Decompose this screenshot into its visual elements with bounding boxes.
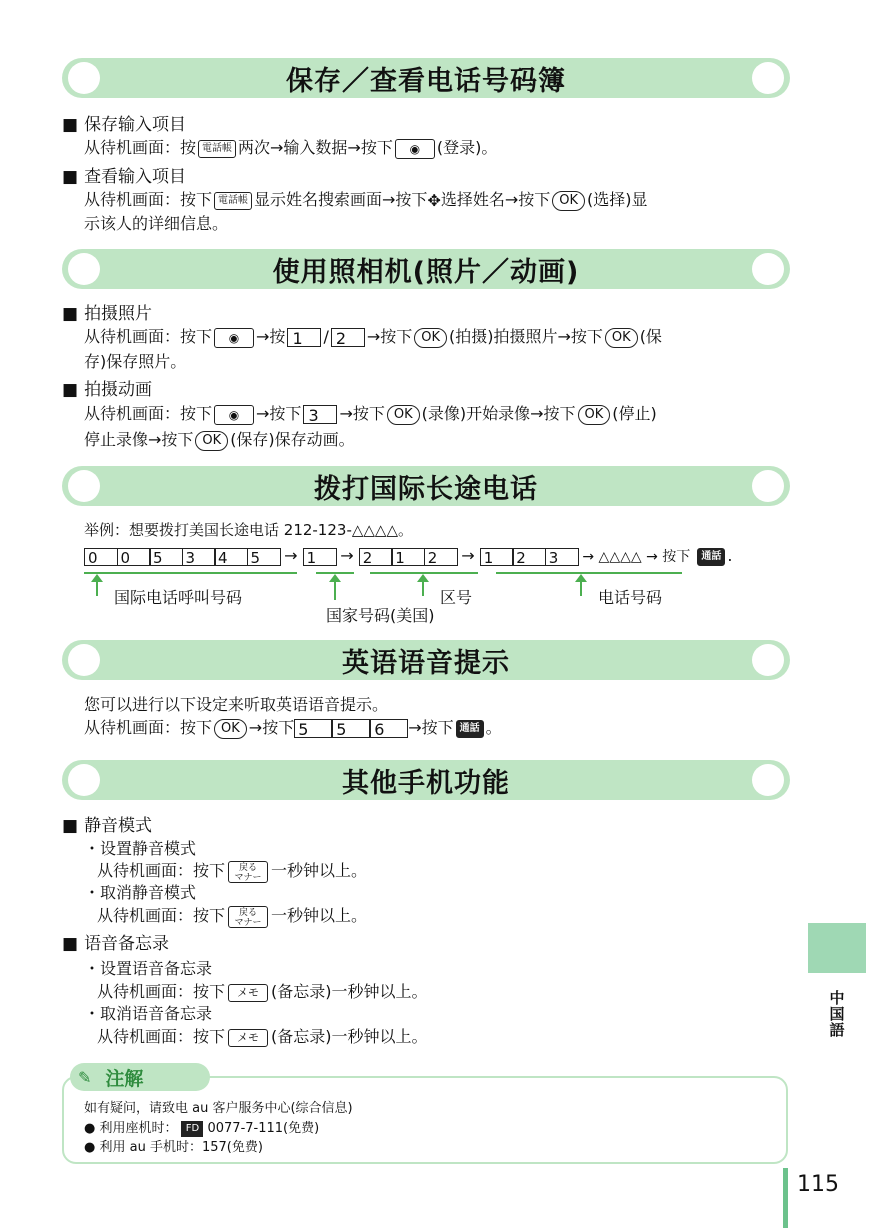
subheading-voice-memo: ■ 语音备忘录 <box>62 933 169 955</box>
ok-key: OK <box>605 328 638 348</box>
digit: 4 <box>214 548 248 566</box>
note-tab <box>70 1063 210 1091</box>
decor-circle-right <box>752 253 784 285</box>
ok-key: OK <box>214 719 247 739</box>
note-line-2: ● 利用座机时： FD 0077-7-111(免费) <box>84 1121 320 1136</box>
side-language-label: 中国語 <box>829 989 845 1039</box>
section-title: 拨打国际长途电话 <box>314 473 538 505</box>
digit: 2 <box>359 548 393 566</box>
underline-phone <box>496 572 682 574</box>
digit: 1 <box>391 548 425 566</box>
label-country-code: 国家号码(美国) <box>326 606 435 625</box>
instruction-photo: 从待机画面：按下 ◉ →按 1 / 2 →按下 OK (拍摄)拍摄照片→按下 OK (保 <box>84 327 662 348</box>
key-3: 3 <box>303 405 337 424</box>
ok-key: OK <box>414 328 447 348</box>
arrow-up-icon <box>580 580 582 596</box>
call-key: 通話 <box>697 548 725 566</box>
period: . <box>727 546 733 565</box>
back-manner-key: 戻る マナー <box>228 861 268 883</box>
dial-tail: → △△△△ → 按下 <box>582 549 691 565</box>
arrow-up-icon <box>422 580 424 596</box>
arrow-up-icon <box>334 580 336 600</box>
label-area-code: 区号 <box>440 588 473 607</box>
key-2: 2 <box>331 328 365 347</box>
key-5: 5 <box>332 719 370 738</box>
digit: 2 <box>424 548 458 566</box>
section-title: 保存／查看电话号码簿 <box>286 65 566 97</box>
english-instruction: 从待机画面：按下 OK →按下 5 5 6 →按下 通話 。 <box>84 718 502 739</box>
instruction-view: 从待机画面：按下 電話帳 显示姓名搜索画面→按下✥选择姓名→按下 OK (选择)显 <box>84 188 648 213</box>
underline-intl <box>84 572 297 574</box>
camera-key-icon: ◉ <box>214 405 254 425</box>
note-icon: ✎ <box>78 1067 92 1087</box>
instruction-view-cont: 示该人的详细信息。 <box>84 214 229 233</box>
section-header-english-guide <box>62 640 790 680</box>
decor-circle-left <box>68 764 100 796</box>
section-title: 使用照相机(照片／动画) <box>272 256 580 288</box>
freedial-logo-icon: FD <box>181 1121 203 1137</box>
page-number: 115 <box>797 1172 839 1197</box>
digit: 3 <box>182 548 216 566</box>
section-header-other-functions <box>62 760 790 800</box>
digit: 0 <box>84 548 118 566</box>
call-key: 通話 <box>456 720 484 738</box>
page-bar <box>783 1168 788 1228</box>
phonebook-key: 電話帳 <box>198 140 236 158</box>
decor-circle-left <box>68 644 100 676</box>
digit: 3 <box>545 548 579 566</box>
subheading-view-entry: ■ 查看输入项目 <box>62 166 186 188</box>
english-intro: 您可以进行以下设定来听取英语语音提示。 <box>84 695 389 714</box>
decor-circle-right <box>752 470 784 502</box>
key-6: 6 <box>370 719 408 738</box>
section-header-phonebook <box>62 58 790 98</box>
decor-circle-left <box>68 253 100 285</box>
digit: 1 <box>303 548 337 566</box>
instruction-photo-cont: 存)保存照片。 <box>84 352 187 371</box>
instruction-cancel-memo: 从待机画面：按下 メモ (备忘录)一秒钟以上。 <box>97 1027 428 1046</box>
dpad-icon: ✥ <box>427 190 441 210</box>
section-title: 英语语音提示 <box>342 647 510 679</box>
decor-circle-right <box>752 764 784 796</box>
decor-circle-left <box>68 470 100 502</box>
section-title: 其他手机功能 <box>342 767 510 799</box>
instruction-video-cont: 停止录像→按下 OK (保存)保存动画。 <box>84 430 355 449</box>
instruction-set-silent: 从待机画面：按下 戻る マナー 一秒钟以上。 <box>97 861 368 883</box>
digit: 1 <box>480 548 514 566</box>
instruction-save: 从待机画面：按 電話帳 两次→输入数据→按下 ◉ (登录)。 <box>84 138 498 157</box>
back-manner-key: 戻る マナー <box>228 906 268 928</box>
subheading-record-video: ■ 拍摄动画 <box>62 379 152 401</box>
sub-cancel-memo: ・ 取消语音备忘录 <box>84 1003 212 1025</box>
instruction-set-memo: 从待机画面：按下 メモ (备忘录)一秒钟以上。 <box>97 982 428 1001</box>
decor-circle-right <box>752 644 784 676</box>
memo-key: メモ <box>228 984 268 1002</box>
label-phone-number: 电话号码 <box>598 588 663 607</box>
note-title: 注解 <box>105 1067 144 1090</box>
instruction-video: 从待机画面：按下 ◉ →按下 3 →按下 OK (录像)开始录像→按下 OK (停止) <box>84 404 657 425</box>
note-line-3: ● 利用 au 手机时：157(免费) <box>84 1140 263 1155</box>
subheading-save-entry: ■ 保存输入项目 <box>62 114 186 136</box>
memo-key: メモ <box>228 1029 268 1047</box>
ok-key: OK <box>552 191 585 211</box>
subheading-take-photo: ■ 拍摄照片 <box>62 303 152 325</box>
note-line-1: 如有疑问，请致电 au 客户服务中心(综合信息) <box>84 1101 353 1116</box>
decor-circle-left <box>68 62 100 94</box>
section-header-camera <box>62 249 790 289</box>
arrow: → <box>284 546 298 565</box>
camera-key-icon: ◉ <box>395 139 435 159</box>
arrow: → <box>340 546 354 565</box>
camera-key-icon: ◉ <box>214 328 254 348</box>
ok-key: OK <box>578 405 611 425</box>
digit: 5 <box>149 548 183 566</box>
sub-set-memo: ・ 设置语音备忘录 <box>84 958 212 980</box>
ok-key: OK <box>195 431 228 451</box>
dial-example: 举例：想要拨打美国长途电话 212-123-△△△△。 <box>84 521 413 539</box>
key-1: 1 <box>287 328 321 347</box>
digit: 0 <box>117 548 151 566</box>
digit: 5 <box>247 548 281 566</box>
arrow: → <box>461 546 475 565</box>
ok-key: OK <box>387 405 420 425</box>
sub-set-silent: ・ 设置静音模式 <box>84 838 196 860</box>
dial-sequence <box>84 546 732 566</box>
arrow-up-icon <box>96 580 98 596</box>
sub-cancel-silent: ・ 取消静音模式 <box>84 882 196 904</box>
phonebook-key: 電話帳 <box>214 192 252 210</box>
key-5: 5 <box>294 719 332 738</box>
section-header-international <box>62 466 790 506</box>
side-tab-marker <box>808 923 866 973</box>
label-intl-code: 国际电话呼叫号码 <box>114 588 243 607</box>
decor-circle-right <box>752 62 784 94</box>
digit: 2 <box>512 548 546 566</box>
instruction-cancel-silent: 从待机画面：按下 戻る マナー 一秒钟以上。 <box>97 906 368 928</box>
subheading-silent-mode: ■ 静音模式 <box>62 815 152 837</box>
